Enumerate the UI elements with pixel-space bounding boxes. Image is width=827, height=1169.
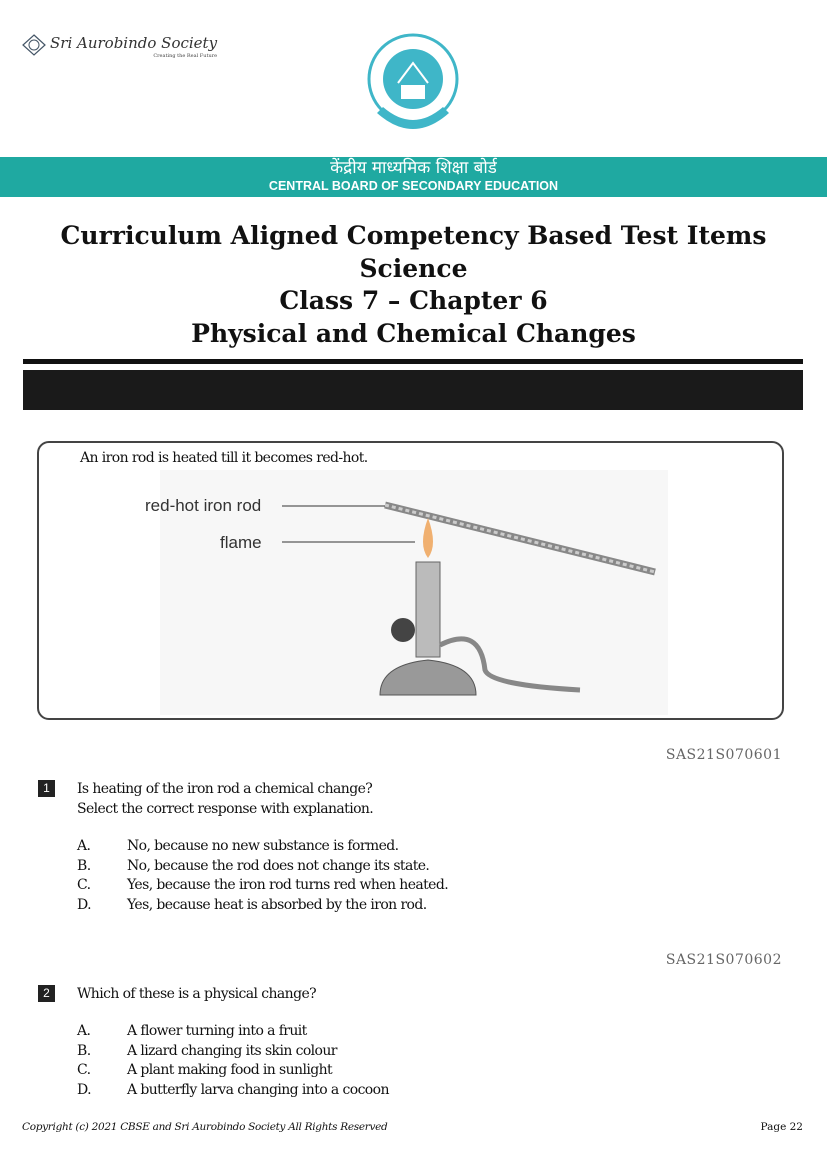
option-letter: D. bbox=[77, 1082, 91, 1099]
option-text: No, because no new substance is formed. bbox=[127, 838, 399, 854]
title-main: Curriculum Aligned Competency Based Test Items bbox=[60, 221, 767, 250]
option-text: Yes, because the iron rod turns red when heated. bbox=[127, 877, 449, 894]
option-letter: C. bbox=[77, 877, 91, 894]
question-line: Is heating of the iron rod a chemical change? bbox=[77, 781, 373, 797]
cbse-banner bbox=[0, 157, 827, 197]
option-letter: C. bbox=[77, 1062, 91, 1079]
option-a[interactable] bbox=[77, 837, 448, 857]
label-flame: flame bbox=[220, 533, 262, 552]
label-red-hot-rod: red-hot iron rod bbox=[145, 496, 262, 515]
banner-english: CENTRAL BOARD OF SECONDARY EDUCATION bbox=[268, 179, 559, 193]
society-emblem-icon bbox=[22, 34, 46, 56]
options-list bbox=[77, 837, 448, 916]
document-titles bbox=[0, 220, 827, 350]
question-text bbox=[77, 984, 316, 1004]
passage-stem: An iron rod is heated till it becomes red-hot. bbox=[80, 450, 368, 466]
question-text bbox=[77, 779, 373, 819]
question-number-badge: 2 bbox=[38, 985, 55, 1002]
question-line: Select the correct response with explanation. bbox=[77, 801, 374, 817]
heated-rod-figure bbox=[130, 470, 670, 715]
section-bar bbox=[23, 370, 803, 410]
copyright-footer: Copyright (c) 2021 CBSE and Sri Aurobindo Society All Rights Reserved bbox=[22, 1121, 388, 1133]
title-subject: Science bbox=[359, 253, 468, 283]
title-topic: Physical and Chemical Changes bbox=[191, 318, 636, 348]
banner-hindi: केंद्रीय माध्यमिक शिक्षा बोर्ड bbox=[330, 158, 497, 178]
logo-text-group bbox=[50, 34, 217, 60]
option-letter: B. bbox=[77, 857, 91, 874]
option-text: No, because the rod does not change its state. bbox=[127, 857, 430, 874]
option-c[interactable] bbox=[77, 1061, 389, 1081]
question-code: SAS21S070601 bbox=[665, 747, 782, 763]
option-text: Yes, because heat is absorbed by the iron rod. bbox=[127, 897, 427, 914]
option-text: A butterfly larva changing into a cocoon bbox=[127, 1082, 389, 1099]
option-a[interactable] bbox=[77, 1022, 389, 1042]
cbse-seal-logo bbox=[363, 33, 463, 143]
option-b[interactable] bbox=[77, 1042, 389, 1062]
option-c[interactable] bbox=[77, 876, 448, 896]
option-text: A lizard changing its skin colour bbox=[127, 1042, 337, 1059]
logo-tagline: Creating the Real Future bbox=[153, 53, 218, 59]
question-line: Which of these is a physical change? bbox=[77, 986, 317, 1002]
options-list bbox=[77, 1022, 389, 1101]
option-letter: A. bbox=[77, 1023, 91, 1039]
page-number: Page 22 bbox=[760, 1121, 803, 1133]
option-text: A plant making food in sunlight bbox=[127, 1062, 333, 1079]
sri-aurobindo-society-logo bbox=[22, 34, 217, 60]
option-letter: B. bbox=[77, 1042, 91, 1059]
question-number-badge: 1 bbox=[38, 780, 55, 797]
option-letter: A. bbox=[77, 838, 91, 854]
option-b[interactable] bbox=[77, 857, 448, 877]
question-code: SAS21S070602 bbox=[665, 952, 782, 968]
option-d[interactable] bbox=[77, 1081, 389, 1101]
title-chapter: Class 7 – Chapter 6 bbox=[279, 286, 548, 315]
option-d[interactable] bbox=[77, 896, 448, 916]
option-letter: D. bbox=[77, 897, 91, 914]
logo-text: Sri Aurobindo Society bbox=[50, 34, 218, 52]
divider bbox=[23, 359, 803, 364]
option-text: A flower turning into a fruit bbox=[127, 1023, 307, 1039]
